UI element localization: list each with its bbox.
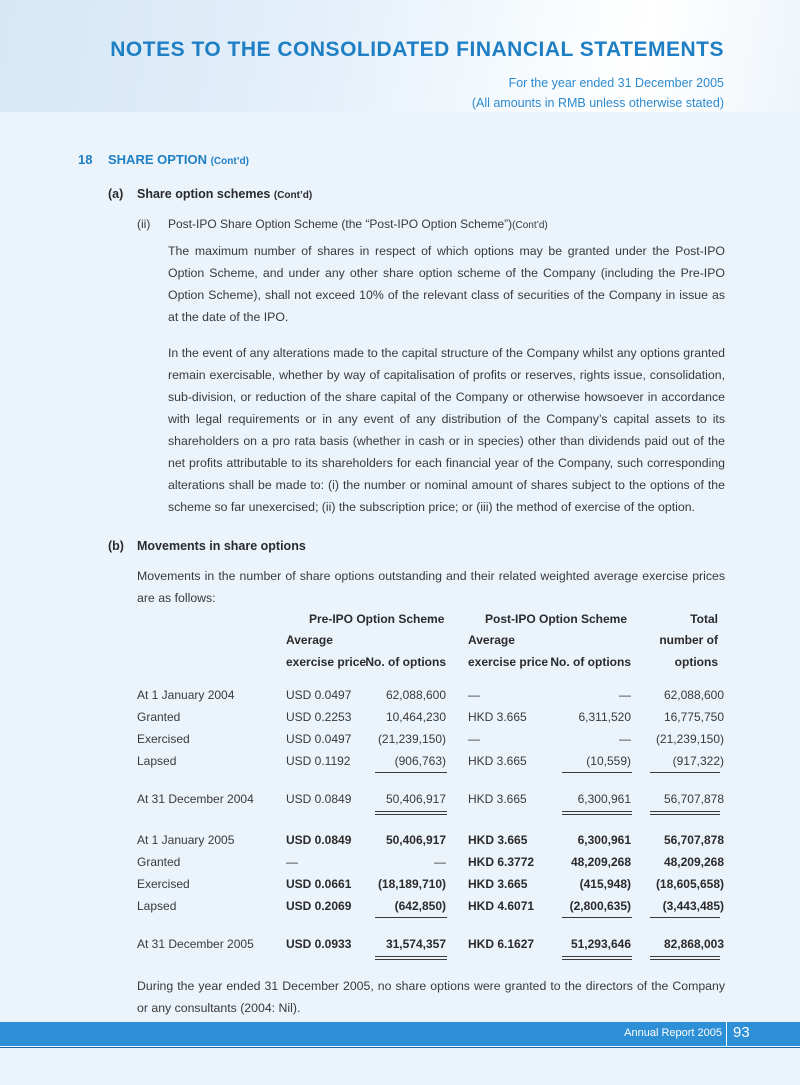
double-underline [650, 956, 720, 957]
bottom-rule [0, 1047, 800, 1048]
double-underline [375, 814, 447, 815]
table-cell-pre-count: — [434, 855, 446, 869]
table-cell-post-count: 48,209,268 [570, 855, 631, 869]
table-cell-pre-count: 10,464,230 [385, 710, 446, 724]
table-cell-total: (917,322) [672, 754, 724, 768]
paragraph-max-shares: The maximum number of shares in respect of which options may be granted under the Post-IPO Option Scheme, and under any other share option scheme of the Company (including the Pre-IPO Option Scheme), shall not exceed 10% of the relevant class of securities of the Company in issue as at the date of the IPO. [168, 244, 725, 324]
table-cell-label: Exercised [137, 732, 190, 746]
subsection-a-title-text: Share option schemes [137, 187, 271, 201]
double-underline [650, 959, 720, 960]
section-title [108, 152, 249, 167]
table-cell-post-count: 6,311,520 [578, 710, 631, 724]
table-cell-pre-price: USD 0.0849 [286, 833, 352, 847]
header-total: Total [690, 612, 718, 626]
table-cell-post-price: — [468, 688, 480, 702]
footer-separator [726, 1022, 727, 1046]
double-underline [562, 814, 632, 815]
header-average-2: Average [468, 633, 515, 647]
single-underline [650, 917, 720, 918]
table-cell-total: 62,088,600 [663, 688, 724, 702]
item-ii-title [168, 217, 548, 231]
table-cell-total: 56,707,878 [663, 833, 724, 847]
period-subtitle: For the year ended 31 December 2005 [508, 76, 724, 90]
item-ii-title-suffix: (Cont’d) [512, 220, 548, 231]
table-cell-total: 56,707,878 [663, 792, 724, 806]
table-cell-label: At 31 December 2005 [137, 937, 254, 951]
table-cell-post-count: — [619, 732, 631, 746]
double-underline [375, 956, 447, 957]
table-cell-pre-count: 50,406,917 [385, 833, 446, 847]
table-cell-label: At 1 January 2004 [137, 688, 235, 702]
table-cell-post-price: HKD 3.665 [468, 710, 527, 724]
table-cell-total: (18,605,658) [655, 877, 724, 891]
section-title-suffix: (Cont’d) [210, 156, 249, 167]
footer-report-name: Annual Report 2005 [624, 1027, 722, 1039]
table-cell-pre-count: (642,850) [394, 899, 446, 913]
page-number: 93 [733, 1024, 750, 1041]
double-underline [562, 811, 632, 812]
table-cell-total: (3,443,485) [662, 899, 724, 913]
paragraph-closing-note: During the year ended 31 December 2005, no share options were granted to the directors of the Company or any consultants (2004: Nil). [137, 979, 725, 1015]
header-no-options-1: No. of options [365, 655, 446, 669]
currency-note: (All amounts in RMB unless otherwise stated) [471, 96, 724, 110]
table-cell-pre-count: 62,088,600 [385, 688, 446, 702]
table-cell-pre-price: USD 0.2069 [286, 899, 352, 913]
table-cell-total: 16,775,750 [663, 710, 724, 724]
header-average-1: Average [286, 633, 333, 647]
subsection-a-title-suffix: (Cont’d) [273, 190, 313, 201]
single-underline [375, 917, 447, 918]
table-cell-label: At 31 December 2004 [137, 792, 254, 806]
table-cell-post-price: — [468, 732, 480, 746]
table-cell-pre-price: USD 0.0497 [286, 688, 352, 702]
table-cell-post-price: HKD 6.1627 [468, 937, 535, 951]
double-underline [650, 814, 720, 815]
table-cell-label: Lapsed [137, 899, 177, 913]
item-ii-title-text: Post-IPO Share Option Scheme (the “Post-IPO Option Scheme”) [168, 217, 513, 231]
table-cell-post-count: 51,293,646 [570, 937, 631, 951]
table-cell-post-price: HKD 3.665 [468, 833, 528, 847]
single-underline [375, 772, 447, 773]
table-cell-pre-price: USD 0.2253 [286, 710, 352, 724]
page-title: NOTES TO THE CONSOLIDATED FINANCIAL STATEMENTS [110, 38, 724, 61]
table-cell-post-count: (10,559) [586, 754, 631, 768]
single-underline [562, 772, 632, 773]
table-cell-label: Exercised [137, 877, 190, 891]
table-cell-post-price: HKD 3.665 [468, 792, 527, 806]
section-number: 18 [78, 152, 93, 167]
table-cell-pre-count: 31,574,357 [385, 937, 446, 951]
double-underline [375, 959, 447, 960]
table-cell-post-count: 6,300,961 [577, 833, 631, 847]
table-cell-label: Granted [137, 855, 181, 869]
header-pre-ipo: Pre-IPO Option Scheme [309, 612, 445, 626]
header-no-options-2: No. of options [550, 655, 631, 669]
table-cell-post-price: HKD 3.665 [468, 877, 528, 891]
single-underline [562, 917, 632, 918]
section-title-text: SHARE OPTION [108, 152, 207, 167]
single-underline [650, 772, 720, 773]
table-cell-pre-price: USD 0.0661 [286, 877, 352, 891]
subsection-a-title [137, 187, 312, 201]
table-cell-label: Lapsed [137, 754, 177, 768]
paragraph-capital-alterations: In the event of any alterations made to the capital structure of the Company whilst any options granted remain exercisable, whether by way of capitalisation of profits or reserves, rights issue, consolidation, sub-division, or reduction of the share capital of the Company or otherwise howsoever in accordance with legal requirements or in any event of any distribution of the Company’s capital assets to its shareholders on a pro rata basis (whether in cash or in species) other than dividends paid out of the net profits attributable to its shareholders for each financial year of the Company, such corresponding alterations shall be made to: (i) the number or nominal amount of shares subject to the options of the scheme so far unexercised; (ii) the subscription price; or (iii) the method of exercise of the option. [168, 346, 725, 514]
table-cell-total: 48,209,268 [663, 855, 724, 869]
table-cell-post-price: HKD 6.3772 [468, 855, 535, 869]
table-cell-post-count: — [619, 688, 631, 702]
table-cell-pre-price: — [286, 855, 298, 869]
double-underline [562, 956, 632, 957]
table-cell-label: Granted [137, 710, 181, 724]
item-ii-label: (ii) [137, 217, 151, 231]
header-exercise-price-2: exercise price [468, 655, 549, 669]
table-cell-post-price: HKD 3.665 [468, 754, 527, 768]
table-cell-pre-count: 50,406,917 [385, 792, 446, 806]
table-cell-pre-price: USD 0.0497 [286, 732, 352, 746]
table-cell-post-count: (2,800,635) [569, 899, 631, 913]
table-cell-post-count: (415,948) [579, 877, 631, 891]
table-cell-pre-count: (906,763) [394, 754, 446, 768]
table-cell-total: (21,239,150) [655, 732, 724, 746]
table-cell-post-count: 6,300,961 [577, 792, 631, 806]
table-cell-pre-count: (21,239,150) [377, 732, 446, 746]
header-total-number: number of [659, 633, 718, 647]
table-cell-total: 82,868,003 [663, 937, 724, 951]
header-total-options: options [674, 655, 718, 669]
table-cell-post-price: HKD 4.6071 [468, 899, 535, 913]
double-underline [375, 811, 447, 812]
subsection-b-title: Movements in share options [137, 539, 306, 553]
double-underline [650, 811, 720, 812]
header-post-ipo: Post-IPO Option Scheme [485, 612, 628, 626]
table-cell-label: At 1 January 2005 [137, 833, 235, 847]
subsection-b-label: (b) [108, 539, 124, 553]
table-cell-pre-count: (18,189,710) [377, 877, 446, 891]
table-cell-pre-price: USD 0.0933 [286, 937, 352, 951]
double-underline [562, 959, 632, 960]
header-exercise-price-1: exercise price [286, 655, 367, 669]
paragraph-movements-intro: Movements in the number of share options outstanding and their related weighted average exercise prices are as follows: [137, 569, 725, 605]
table-cell-pre-price: USD 0.0849 [286, 792, 352, 806]
table-cell-pre-price: USD 0.1192 [286, 754, 351, 768]
subsection-a-label: (a) [108, 187, 124, 201]
